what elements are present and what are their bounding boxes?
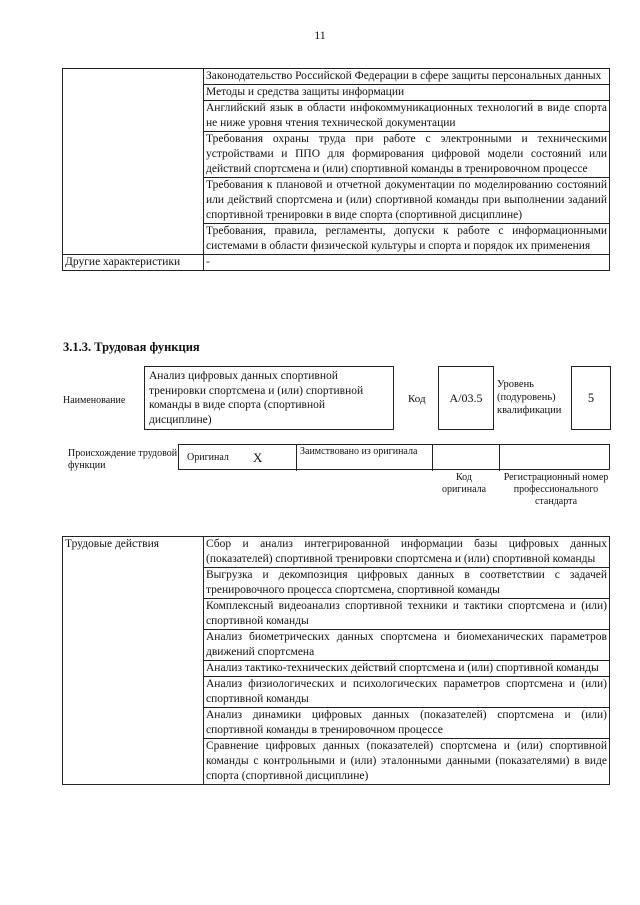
action-item: Анализ тактико-технических действий спортсмена и (или) спортивной команды	[204, 661, 610, 677]
knowledge-item: Законодательство Российской Федерации в сфере защиты персональных данных	[204, 69, 610, 85]
code-label: Код	[408, 393, 426, 405]
code-original-caption: Код оригинала	[441, 472, 487, 495]
action-item: Анализ динамики цифровых данных (показателей) спортсмена и (или) спортивной команды в тренировочном процессе	[204, 708, 610, 739]
table-row	[63, 537, 610, 568]
level-label: Уровень (подуровень) квалификации	[497, 379, 562, 416]
knowledge-item: Методы и средства защиты информации	[204, 85, 610, 101]
table-row	[63, 255, 610, 271]
action-item: Сбор и анализ интегрированной информации базы цифровых данных (показателей) спортивной тренировки спортсмена и (или) спортивной команды	[204, 537, 610, 568]
knowledge-item: Английский язык в области инфокоммуникационных технологий в виде спорта не ниже уровня чтения технической документации	[204, 101, 610, 132]
reg-number-caption: Регистрационный номер профессионального стандарта	[503, 472, 609, 507]
knowledge-item: Требования охраны труда при работе с электронными и техническими устройствами и ППО для формирования цифровой модели состояний или действий спортсмена и (или) спортивной команды в тренировочном процессе	[204, 132, 610, 178]
origin-label: Происхождение трудовой функции	[68, 448, 178, 471]
actions-label: Трудовые действия	[63, 537, 204, 785]
page-number: 11	[314, 28, 326, 42]
cell-divider	[296, 445, 297, 471]
origin-grid	[178, 444, 610, 470]
cell-divider	[432, 445, 433, 471]
table-row	[63, 69, 610, 85]
function-code: А/03.5	[438, 366, 494, 430]
other-value: -	[204, 255, 610, 271]
knowledge-item: Требования, правила, регламенты, допуски к работе с информационными системами в области физической культуры и спорта и порядок их применения	[204, 224, 610, 255]
action-item: Комплексный видеоанализ спортивной техники и тактики спортсмена и (или) спортивной команды	[204, 599, 610, 630]
borrowed-label: Заимствовано из оригинала	[300, 446, 418, 457]
knowledge-table	[62, 68, 610, 271]
function-name: Анализ цифровых данных спортивной тренировки спортсмена и (или) спортивной команды в виде спорта (спортивной дисциплине)	[144, 366, 394, 430]
original-label: Оригинал	[187, 452, 229, 463]
knowledge-item: Требования к плановой и отчетной документации по моделированию состояний или действий спортсмена и (или) спортивной команды при выполнении заданий спортивной тренировки в виде спорта (спортивной дисциплине)	[204, 178, 610, 224]
row-label	[63, 69, 204, 255]
name-label: Наименование	[63, 395, 126, 406]
level-value: 5	[571, 366, 611, 430]
cell-divider	[499, 445, 500, 471]
row-label-other: Другие характеристики	[63, 255, 204, 271]
section-heading: 3.1.3. Трудовая функция	[63, 340, 200, 354]
original-mark: X	[253, 450, 263, 465]
action-item: Анализ физиологических и психологических параметров спортсмена и (или) спортивной команды	[204, 677, 610, 708]
actions-table	[62, 536, 610, 785]
action-item: Выгрузка и декомпозиция цифровых данных в соответствии с задачей тренировочного процесса спортсмена, спортивной команды	[204, 568, 610, 599]
action-item: Анализ биометрических данных спортсмена и биомеханических параметров движений спортсмена	[204, 630, 610, 661]
action-item: Сравнение цифровых данных (показателей) спортсмена и (или) спортивной команды с контрольными и (или) эталонными данными (показателями) в виде спорта (спортивной дисциплине)	[204, 739, 610, 785]
